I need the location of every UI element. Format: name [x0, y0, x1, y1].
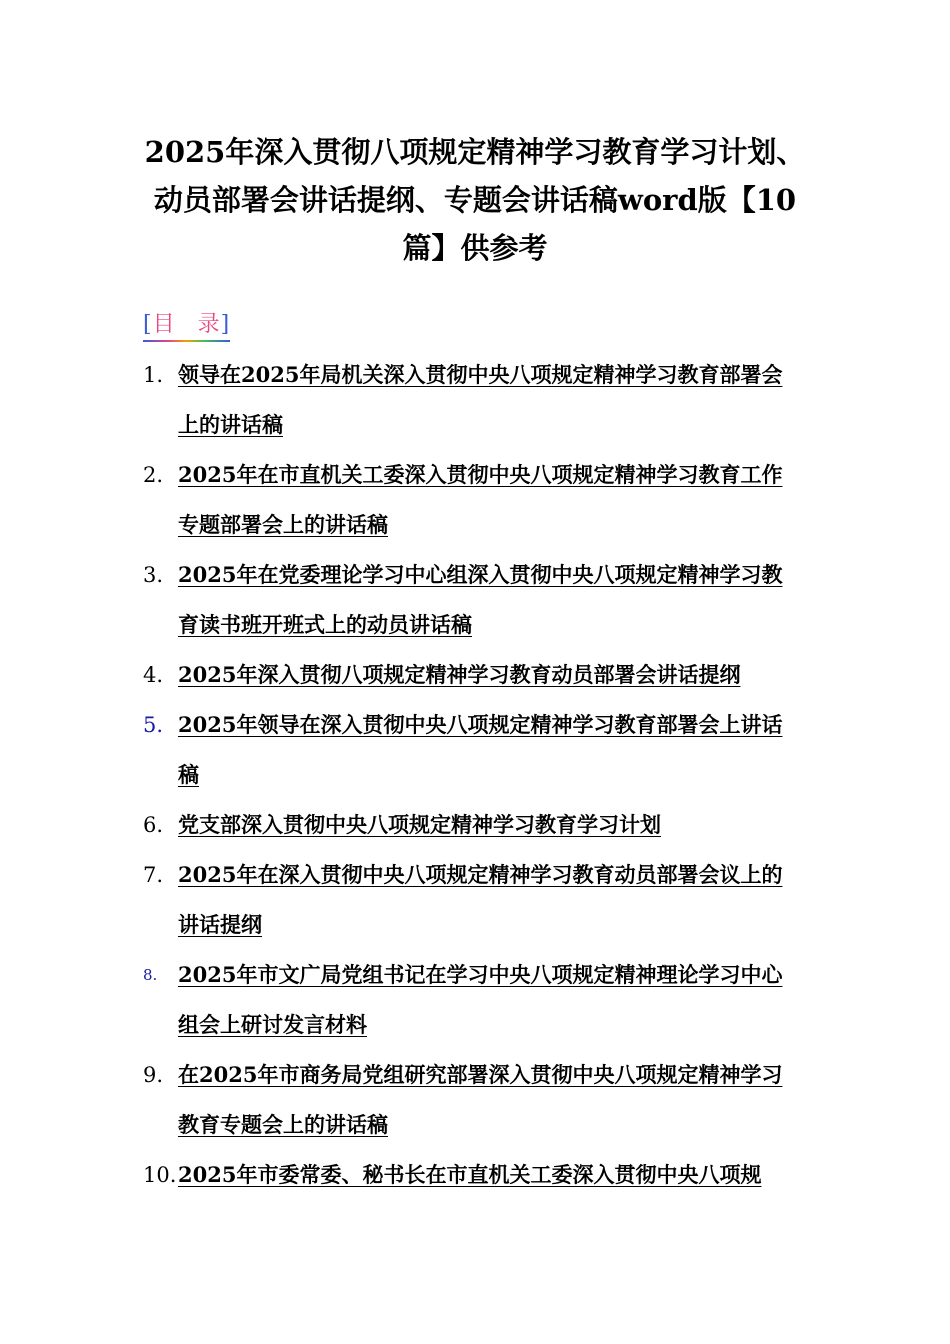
toc-item-2 [143, 450, 803, 550]
toc-item-number: 3. [143, 563, 164, 587]
toc-link-4[interactable]: 2025年深入贯彻八项规定精神学习教育动员部署会讲话提纲 [178, 662, 741, 687]
toc-link-6[interactable]: 党支部深入贯彻中央八项规定精神学习教育学习计划 [178, 812, 661, 837]
toc-item-4 [143, 650, 803, 700]
toc-item-8 [143, 950, 803, 1050]
toc-heading-char-1: 目 [152, 312, 176, 337]
toc-item-number: 9. [143, 1063, 164, 1087]
toc-item-5 [143, 700, 803, 800]
toc-item-7 [143, 850, 803, 950]
title-line-1: 2025年深入贯彻八项规定精神学习教育学习计划、 [144, 135, 806, 169]
toc-item-number: 6. [143, 813, 164, 837]
toc-link-7[interactable]: 2025年在深入贯彻中央八项规定精神学习教育动员部署会议上的讲话提纲 [178, 862, 783, 937]
toc-link-8[interactable]: 2025年市文广局党组书记在学习中央八项规定精神理论学习中心组会上研讨发言材料 [178, 962, 783, 1037]
toc-link-10[interactable]: 2025年市委常委、秘书长在市直机关工委深入贯彻中央八项规 [178, 1162, 762, 1187]
toc-heading-char-2: 录 [197, 312, 221, 337]
toc-heading [143, 307, 230, 343]
toc-item-9 [143, 1050, 803, 1150]
toc-item-number: 1. [143, 363, 164, 387]
toc-item-number: 4. [143, 663, 164, 687]
toc-list [143, 350, 803, 1200]
toc-open-bracket: [ [143, 312, 153, 337]
toc-link-3[interactable]: 2025年在党委理论学习中心组深入贯彻中央八项规定精神学习教育读书班开班式上的动员讲话稿 [178, 562, 783, 637]
toc-link-5[interactable]: 2025年领导在深入贯彻中央八项规定精神学习教育部署会上讲话稿 [178, 712, 783, 787]
toc-item-10 [143, 1150, 803, 1200]
toc-item-number: 8. [143, 966, 158, 984]
toc-item-number: 5. [143, 713, 164, 737]
toc-link-2[interactable]: 2025年在市直机关工委深入贯彻中央八项规定精神学习教育工作专题部署会上的讲话稿 [178, 462, 783, 537]
toc-close-bracket: ] [220, 312, 231, 337]
document-title [120, 128, 830, 272]
toc-item-number: 7. [143, 863, 164, 887]
toc-item-1 [143, 350, 803, 450]
toc-item-6 [143, 800, 803, 850]
toc-item-3 [143, 550, 803, 650]
toc-item-number: 2. [143, 463, 164, 487]
toc-heading-underline [143, 340, 230, 342]
toc-item-number: 10. [143, 1163, 177, 1187]
title-line-2: 动员部署会讲话提纲、专题会讲话稿word版【10 [153, 183, 797, 217]
toc-link-9[interactable]: 在2025年市商务局党组研究部署深入贯彻中央八项规定精神学习教育专题会上的讲话稿 [178, 1062, 783, 1137]
toc-link-1[interactable]: 领导在2025年局机关深入贯彻中央八项规定精神学习教育部署会上的讲话稿 [178, 362, 783, 437]
title-line-3: 篇】供参考 [402, 231, 548, 265]
